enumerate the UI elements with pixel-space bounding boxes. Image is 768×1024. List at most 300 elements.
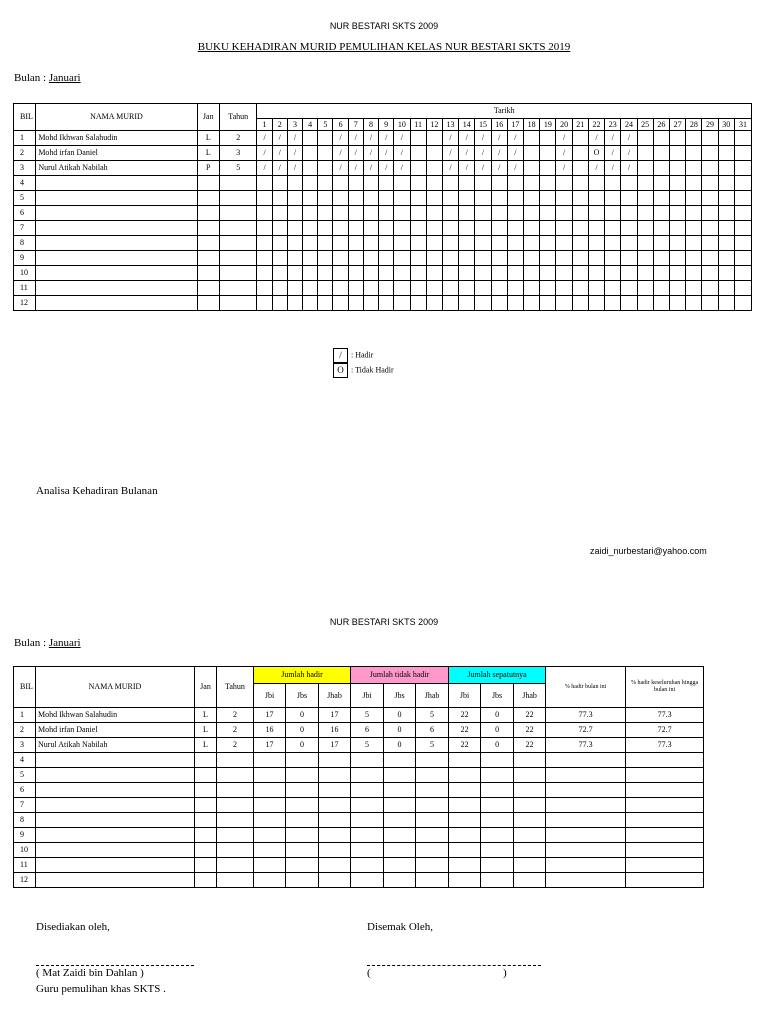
attendance-mark[interactable]: / bbox=[348, 161, 363, 176]
attendance-mark[interactable]: / bbox=[588, 161, 604, 176]
attendance-mark[interactable] bbox=[442, 296, 458, 311]
attendance-mark[interactable] bbox=[442, 266, 458, 281]
attendance-mark[interactable] bbox=[524, 206, 540, 221]
attendance-mark[interactable] bbox=[507, 251, 523, 266]
attendance-mark[interactable] bbox=[348, 236, 363, 251]
attendance-mark[interactable] bbox=[734, 206, 751, 221]
attendance-mark[interactable] bbox=[303, 236, 318, 251]
attendance-mark[interactable] bbox=[333, 236, 348, 251]
attendance-mark[interactable] bbox=[718, 266, 734, 281]
attendance-mark[interactable] bbox=[556, 191, 572, 206]
attendance-mark[interactable] bbox=[257, 206, 272, 221]
attendance-mark[interactable] bbox=[621, 281, 637, 296]
attendance-mark[interactable] bbox=[318, 176, 333, 191]
attendance-mark[interactable] bbox=[540, 176, 556, 191]
attendance-mark[interactable] bbox=[653, 221, 669, 236]
attendance-mark[interactable] bbox=[686, 161, 702, 176]
attendance-mark[interactable] bbox=[426, 161, 442, 176]
attendance-mark[interactable] bbox=[363, 236, 378, 251]
attendance-mark[interactable]: / bbox=[605, 131, 621, 146]
attendance-mark[interactable] bbox=[410, 131, 426, 146]
attendance-mark[interactable] bbox=[394, 236, 410, 251]
attendance-mark[interactable] bbox=[333, 221, 348, 236]
attendance-mark[interactable] bbox=[257, 296, 272, 311]
attendance-mark[interactable] bbox=[670, 131, 686, 146]
attendance-mark[interactable]: / bbox=[442, 161, 458, 176]
attendance-mark[interactable] bbox=[556, 296, 572, 311]
attendance-mark[interactable]: / bbox=[348, 131, 363, 146]
attendance-mark[interactable] bbox=[287, 221, 302, 236]
attendance-mark[interactable] bbox=[653, 251, 669, 266]
attendance-mark[interactable] bbox=[572, 146, 588, 161]
attendance-mark[interactable] bbox=[588, 251, 604, 266]
attendance-mark[interactable] bbox=[670, 161, 686, 176]
attendance-mark[interactable] bbox=[507, 266, 523, 281]
attendance-mark[interactable] bbox=[379, 176, 394, 191]
attendance-mark[interactable]: / bbox=[333, 131, 348, 146]
attendance-mark[interactable] bbox=[621, 191, 637, 206]
attendance-mark[interactable] bbox=[475, 176, 491, 191]
attendance-mark[interactable] bbox=[524, 221, 540, 236]
attendance-mark[interactable] bbox=[572, 251, 588, 266]
attendance-mark[interactable]: / bbox=[287, 131, 302, 146]
attendance-mark[interactable] bbox=[287, 236, 302, 251]
attendance-mark[interactable] bbox=[287, 206, 302, 221]
attendance-mark[interactable] bbox=[475, 236, 491, 251]
attendance-mark[interactable] bbox=[670, 206, 686, 221]
attendance-mark[interactable] bbox=[348, 191, 363, 206]
attendance-mark[interactable] bbox=[348, 251, 363, 266]
attendance-mark[interactable] bbox=[670, 191, 686, 206]
attendance-mark[interactable] bbox=[363, 296, 378, 311]
attendance-mark[interactable] bbox=[702, 221, 718, 236]
attendance-mark[interactable] bbox=[348, 221, 363, 236]
attendance-mark[interactable] bbox=[272, 206, 287, 221]
attendance-mark[interactable] bbox=[333, 281, 348, 296]
attendance-mark[interactable] bbox=[572, 191, 588, 206]
attendance-mark[interactable]: / bbox=[459, 131, 475, 146]
attendance-mark[interactable] bbox=[702, 191, 718, 206]
attendance-mark[interactable]: / bbox=[475, 146, 491, 161]
attendance-mark[interactable] bbox=[572, 176, 588, 191]
attendance-mark[interactable] bbox=[363, 206, 378, 221]
attendance-mark[interactable] bbox=[426, 206, 442, 221]
attendance-mark[interactable] bbox=[442, 251, 458, 266]
attendance-mark[interactable] bbox=[318, 146, 333, 161]
attendance-mark[interactable] bbox=[363, 221, 378, 236]
attendance-mark[interactable] bbox=[379, 236, 394, 251]
attendance-mark[interactable]: / bbox=[605, 146, 621, 161]
attendance-mark[interactable] bbox=[491, 251, 507, 266]
attendance-mark[interactable]: / bbox=[442, 146, 458, 161]
attendance-mark[interactable] bbox=[272, 191, 287, 206]
attendance-mark[interactable] bbox=[410, 296, 426, 311]
attendance-mark[interactable] bbox=[637, 206, 653, 221]
attendance-mark[interactable] bbox=[379, 206, 394, 221]
attendance-mark[interactable] bbox=[333, 251, 348, 266]
attendance-mark[interactable] bbox=[272, 281, 287, 296]
attendance-mark[interactable] bbox=[272, 266, 287, 281]
attendance-mark[interactable]: / bbox=[556, 146, 572, 161]
attendance-mark[interactable] bbox=[257, 236, 272, 251]
attendance-mark[interactable]: / bbox=[507, 146, 523, 161]
attendance-mark[interactable] bbox=[442, 206, 458, 221]
attendance-mark[interactable] bbox=[475, 251, 491, 266]
attendance-mark[interactable] bbox=[637, 191, 653, 206]
attendance-mark[interactable] bbox=[426, 146, 442, 161]
attendance-mark[interactable] bbox=[702, 251, 718, 266]
attendance-mark[interactable] bbox=[605, 266, 621, 281]
attendance-mark[interactable] bbox=[287, 296, 302, 311]
attendance-mark[interactable] bbox=[588, 236, 604, 251]
attendance-mark[interactable]: / bbox=[475, 131, 491, 146]
attendance-mark[interactable] bbox=[686, 236, 702, 251]
attendance-mark[interactable] bbox=[637, 131, 653, 146]
attendance-mark[interactable] bbox=[524, 161, 540, 176]
attendance-mark[interactable]: / bbox=[459, 161, 475, 176]
attendance-mark[interactable] bbox=[303, 146, 318, 161]
attendance-mark[interactable]: / bbox=[475, 161, 491, 176]
attendance-mark[interactable] bbox=[653, 146, 669, 161]
attendance-mark[interactable] bbox=[287, 176, 302, 191]
attendance-mark[interactable] bbox=[637, 146, 653, 161]
attendance-mark[interactable] bbox=[426, 296, 442, 311]
attendance-mark[interactable]: / bbox=[272, 131, 287, 146]
attendance-mark[interactable] bbox=[556, 251, 572, 266]
attendance-mark[interactable] bbox=[459, 191, 475, 206]
attendance-mark[interactable] bbox=[686, 266, 702, 281]
attendance-mark[interactable] bbox=[410, 236, 426, 251]
attendance-mark[interactable]: / bbox=[491, 131, 507, 146]
attendance-mark[interactable] bbox=[303, 251, 318, 266]
attendance-mark[interactable] bbox=[524, 131, 540, 146]
attendance-mark[interactable] bbox=[333, 191, 348, 206]
attendance-mark[interactable] bbox=[303, 131, 318, 146]
attendance-mark[interactable] bbox=[491, 296, 507, 311]
attendance-mark[interactable] bbox=[556, 236, 572, 251]
attendance-mark[interactable] bbox=[394, 251, 410, 266]
attendance-mark[interactable] bbox=[605, 206, 621, 221]
attendance-mark[interactable]: / bbox=[621, 161, 637, 176]
attendance-mark[interactable] bbox=[524, 281, 540, 296]
attendance-mark[interactable] bbox=[303, 176, 318, 191]
attendance-mark[interactable] bbox=[348, 176, 363, 191]
attendance-mark[interactable] bbox=[702, 131, 718, 146]
attendance-mark[interactable] bbox=[287, 266, 302, 281]
attendance-mark[interactable] bbox=[653, 161, 669, 176]
attendance-mark[interactable] bbox=[686, 191, 702, 206]
attendance-mark[interactable] bbox=[475, 191, 491, 206]
attendance-mark[interactable] bbox=[426, 191, 442, 206]
attendance-mark[interactable] bbox=[670, 146, 686, 161]
attendance-mark[interactable]: / bbox=[379, 131, 394, 146]
attendance-mark[interactable] bbox=[637, 266, 653, 281]
attendance-mark[interactable] bbox=[572, 236, 588, 251]
attendance-mark[interactable]: / bbox=[363, 161, 378, 176]
attendance-mark[interactable] bbox=[394, 296, 410, 311]
attendance-mark[interactable] bbox=[303, 206, 318, 221]
attendance-mark[interactable]: / bbox=[363, 131, 378, 146]
attendance-mark[interactable] bbox=[686, 206, 702, 221]
attendance-mark[interactable] bbox=[410, 221, 426, 236]
attendance-mark[interactable] bbox=[394, 191, 410, 206]
attendance-mark[interactable] bbox=[379, 296, 394, 311]
attendance-mark[interactable] bbox=[621, 251, 637, 266]
attendance-mark[interactable] bbox=[572, 266, 588, 281]
attendance-mark[interactable] bbox=[605, 281, 621, 296]
attendance-mark[interactable] bbox=[410, 281, 426, 296]
attendance-mark[interactable] bbox=[257, 191, 272, 206]
attendance-mark[interactable] bbox=[272, 236, 287, 251]
attendance-mark[interactable] bbox=[318, 266, 333, 281]
attendance-mark[interactable] bbox=[318, 281, 333, 296]
attendance-mark[interactable] bbox=[491, 266, 507, 281]
attendance-mark[interactable] bbox=[459, 221, 475, 236]
attendance-mark[interactable]: / bbox=[605, 161, 621, 176]
attendance-mark[interactable] bbox=[318, 191, 333, 206]
attendance-mark[interactable] bbox=[475, 266, 491, 281]
attendance-mark[interactable] bbox=[605, 296, 621, 311]
attendance-mark[interactable] bbox=[734, 251, 751, 266]
attendance-mark[interactable] bbox=[333, 296, 348, 311]
attendance-mark[interactable] bbox=[257, 251, 272, 266]
attendance-mark[interactable] bbox=[686, 176, 702, 191]
attendance-mark[interactable] bbox=[363, 191, 378, 206]
attendance-mark[interactable] bbox=[702, 266, 718, 281]
attendance-mark[interactable] bbox=[718, 251, 734, 266]
attendance-mark[interactable] bbox=[379, 281, 394, 296]
attendance-mark[interactable] bbox=[363, 251, 378, 266]
attendance-mark[interactable] bbox=[686, 251, 702, 266]
attendance-mark[interactable] bbox=[348, 206, 363, 221]
attendance-mark[interactable] bbox=[491, 191, 507, 206]
attendance-mark[interactable] bbox=[507, 191, 523, 206]
attendance-mark[interactable] bbox=[653, 176, 669, 191]
attendance-mark[interactable] bbox=[348, 281, 363, 296]
attendance-mark[interactable] bbox=[491, 176, 507, 191]
attendance-mark[interactable] bbox=[718, 221, 734, 236]
attendance-mark[interactable] bbox=[442, 221, 458, 236]
attendance-mark[interactable]: / bbox=[621, 131, 637, 146]
attendance-mark[interactable] bbox=[653, 266, 669, 281]
attendance-mark[interactable] bbox=[287, 191, 302, 206]
attendance-mark[interactable] bbox=[556, 266, 572, 281]
attendance-mark[interactable] bbox=[303, 266, 318, 281]
attendance-mark[interactable] bbox=[394, 221, 410, 236]
attendance-mark[interactable] bbox=[507, 176, 523, 191]
attendance-mark[interactable] bbox=[588, 176, 604, 191]
attendance-mark[interactable] bbox=[540, 206, 556, 221]
attendance-mark[interactable] bbox=[394, 176, 410, 191]
attendance-mark[interactable] bbox=[507, 296, 523, 311]
attendance-mark[interactable] bbox=[653, 281, 669, 296]
attendance-mark[interactable] bbox=[442, 176, 458, 191]
attendance-mark[interactable] bbox=[670, 176, 686, 191]
attendance-mark[interactable] bbox=[524, 251, 540, 266]
attendance-mark[interactable] bbox=[287, 281, 302, 296]
attendance-mark[interactable]: / bbox=[333, 146, 348, 161]
attendance-mark[interactable] bbox=[686, 296, 702, 311]
attendance-mark[interactable] bbox=[670, 266, 686, 281]
attendance-mark[interactable] bbox=[524, 266, 540, 281]
attendance-mark[interactable] bbox=[426, 176, 442, 191]
attendance-mark[interactable] bbox=[410, 146, 426, 161]
attendance-mark[interactable] bbox=[459, 251, 475, 266]
attendance-mark[interactable] bbox=[491, 236, 507, 251]
attendance-mark[interactable] bbox=[540, 251, 556, 266]
attendance-mark[interactable] bbox=[702, 161, 718, 176]
attendance-mark[interactable] bbox=[475, 206, 491, 221]
attendance-mark[interactable] bbox=[410, 206, 426, 221]
attendance-mark[interactable] bbox=[588, 221, 604, 236]
attendance-mark[interactable] bbox=[734, 161, 751, 176]
attendance-mark[interactable] bbox=[459, 296, 475, 311]
attendance-mark[interactable]: / bbox=[272, 146, 287, 161]
attendance-mark[interactable] bbox=[507, 206, 523, 221]
attendance-mark[interactable] bbox=[410, 266, 426, 281]
attendance-mark[interactable] bbox=[426, 266, 442, 281]
attendance-mark[interactable] bbox=[653, 206, 669, 221]
attendance-mark[interactable] bbox=[318, 251, 333, 266]
attendance-mark[interactable] bbox=[572, 296, 588, 311]
attendance-mark[interactable] bbox=[379, 221, 394, 236]
attendance-mark[interactable] bbox=[605, 236, 621, 251]
attendance-mark[interactable] bbox=[318, 206, 333, 221]
attendance-mark[interactable] bbox=[718, 176, 734, 191]
attendance-mark[interactable] bbox=[605, 176, 621, 191]
attendance-mark[interactable] bbox=[734, 281, 751, 296]
attendance-mark[interactable] bbox=[524, 146, 540, 161]
attendance-mark[interactable]: / bbox=[257, 131, 272, 146]
attendance-mark[interactable] bbox=[257, 176, 272, 191]
attendance-mark[interactable] bbox=[540, 266, 556, 281]
attendance-mark[interactable] bbox=[588, 206, 604, 221]
attendance-mark[interactable] bbox=[410, 176, 426, 191]
attendance-mark[interactable] bbox=[348, 266, 363, 281]
attendance-mark[interactable] bbox=[702, 296, 718, 311]
attendance-mark[interactable] bbox=[257, 221, 272, 236]
attendance-mark[interactable]: / bbox=[556, 131, 572, 146]
attendance-mark[interactable] bbox=[524, 236, 540, 251]
attendance-mark[interactable] bbox=[588, 296, 604, 311]
attendance-mark[interactable] bbox=[572, 131, 588, 146]
attendance-mark[interactable] bbox=[318, 236, 333, 251]
attendance-mark[interactable] bbox=[442, 281, 458, 296]
attendance-mark[interactable] bbox=[718, 131, 734, 146]
attendance-mark[interactable] bbox=[442, 236, 458, 251]
attendance-mark[interactable] bbox=[257, 266, 272, 281]
attendance-mark[interactable] bbox=[702, 236, 718, 251]
attendance-mark[interactable] bbox=[637, 176, 653, 191]
attendance-mark[interactable] bbox=[394, 266, 410, 281]
attendance-mark[interactable] bbox=[524, 296, 540, 311]
attendance-mark[interactable] bbox=[318, 131, 333, 146]
attendance-mark[interactable] bbox=[670, 221, 686, 236]
attendance-mark[interactable] bbox=[637, 221, 653, 236]
attendance-mark[interactable] bbox=[637, 236, 653, 251]
attendance-mark[interactable] bbox=[379, 251, 394, 266]
attendance-mark[interactable] bbox=[272, 251, 287, 266]
attendance-mark[interactable] bbox=[605, 251, 621, 266]
attendance-mark[interactable] bbox=[686, 146, 702, 161]
attendance-mark[interactable] bbox=[670, 251, 686, 266]
attendance-mark[interactable] bbox=[540, 236, 556, 251]
attendance-mark[interactable] bbox=[572, 221, 588, 236]
attendance-mark[interactable] bbox=[363, 266, 378, 281]
attendance-mark[interactable]: / bbox=[556, 161, 572, 176]
attendance-mark[interactable]: / bbox=[394, 161, 410, 176]
attendance-mark[interactable] bbox=[670, 281, 686, 296]
attendance-mark[interactable] bbox=[318, 221, 333, 236]
attendance-mark[interactable]: / bbox=[491, 161, 507, 176]
attendance-mark[interactable]: / bbox=[272, 161, 287, 176]
attendance-mark[interactable] bbox=[556, 281, 572, 296]
attendance-mark[interactable] bbox=[540, 146, 556, 161]
attendance-mark[interactable] bbox=[621, 236, 637, 251]
attendance-mark[interactable] bbox=[653, 296, 669, 311]
attendance-mark[interactable] bbox=[588, 281, 604, 296]
attendance-mark[interactable]: / bbox=[348, 146, 363, 161]
attendance-mark[interactable]: O bbox=[588, 146, 604, 161]
attendance-mark[interactable] bbox=[588, 191, 604, 206]
attendance-mark[interactable] bbox=[303, 281, 318, 296]
attendance-mark[interactable] bbox=[491, 206, 507, 221]
attendance-mark[interactable] bbox=[459, 281, 475, 296]
attendance-mark[interactable] bbox=[540, 281, 556, 296]
attendance-mark[interactable] bbox=[718, 146, 734, 161]
attendance-mark[interactable]: / bbox=[287, 146, 302, 161]
attendance-mark[interactable] bbox=[459, 266, 475, 281]
attendance-mark[interactable] bbox=[318, 161, 333, 176]
attendance-mark[interactable] bbox=[459, 236, 475, 251]
attendance-mark[interactable] bbox=[653, 236, 669, 251]
attendance-mark[interactable]: / bbox=[507, 131, 523, 146]
attendance-mark[interactable] bbox=[363, 281, 378, 296]
attendance-mark[interactable] bbox=[379, 266, 394, 281]
attendance-mark[interactable] bbox=[540, 296, 556, 311]
attendance-mark[interactable] bbox=[287, 251, 302, 266]
attendance-mark[interactable] bbox=[475, 221, 491, 236]
attendance-mark[interactable] bbox=[524, 191, 540, 206]
attendance-mark[interactable] bbox=[572, 206, 588, 221]
attendance-mark[interactable] bbox=[734, 221, 751, 236]
attendance-mark[interactable] bbox=[507, 236, 523, 251]
attendance-mark[interactable] bbox=[507, 221, 523, 236]
attendance-mark[interactable]: / bbox=[459, 146, 475, 161]
attendance-mark[interactable]: / bbox=[491, 146, 507, 161]
attendance-mark[interactable]: / bbox=[442, 131, 458, 146]
attendance-mark[interactable] bbox=[556, 206, 572, 221]
attendance-mark[interactable] bbox=[394, 206, 410, 221]
attendance-mark[interactable] bbox=[621, 221, 637, 236]
attendance-mark[interactable] bbox=[718, 191, 734, 206]
attendance-mark[interactable] bbox=[572, 281, 588, 296]
attendance-mark[interactable] bbox=[303, 161, 318, 176]
attendance-mark[interactable] bbox=[333, 176, 348, 191]
attendance-mark[interactable]: / bbox=[257, 146, 272, 161]
attendance-mark[interactable]: / bbox=[394, 146, 410, 161]
attendance-mark[interactable] bbox=[637, 296, 653, 311]
attendance-mark[interactable] bbox=[718, 281, 734, 296]
attendance-mark[interactable] bbox=[702, 206, 718, 221]
attendance-mark[interactable] bbox=[491, 221, 507, 236]
attendance-mark[interactable] bbox=[734, 176, 751, 191]
attendance-mark[interactable] bbox=[524, 176, 540, 191]
attendance-mark[interactable] bbox=[588, 266, 604, 281]
attendance-mark[interactable] bbox=[475, 281, 491, 296]
attendance-mark[interactable] bbox=[637, 161, 653, 176]
attendance-mark[interactable] bbox=[718, 296, 734, 311]
